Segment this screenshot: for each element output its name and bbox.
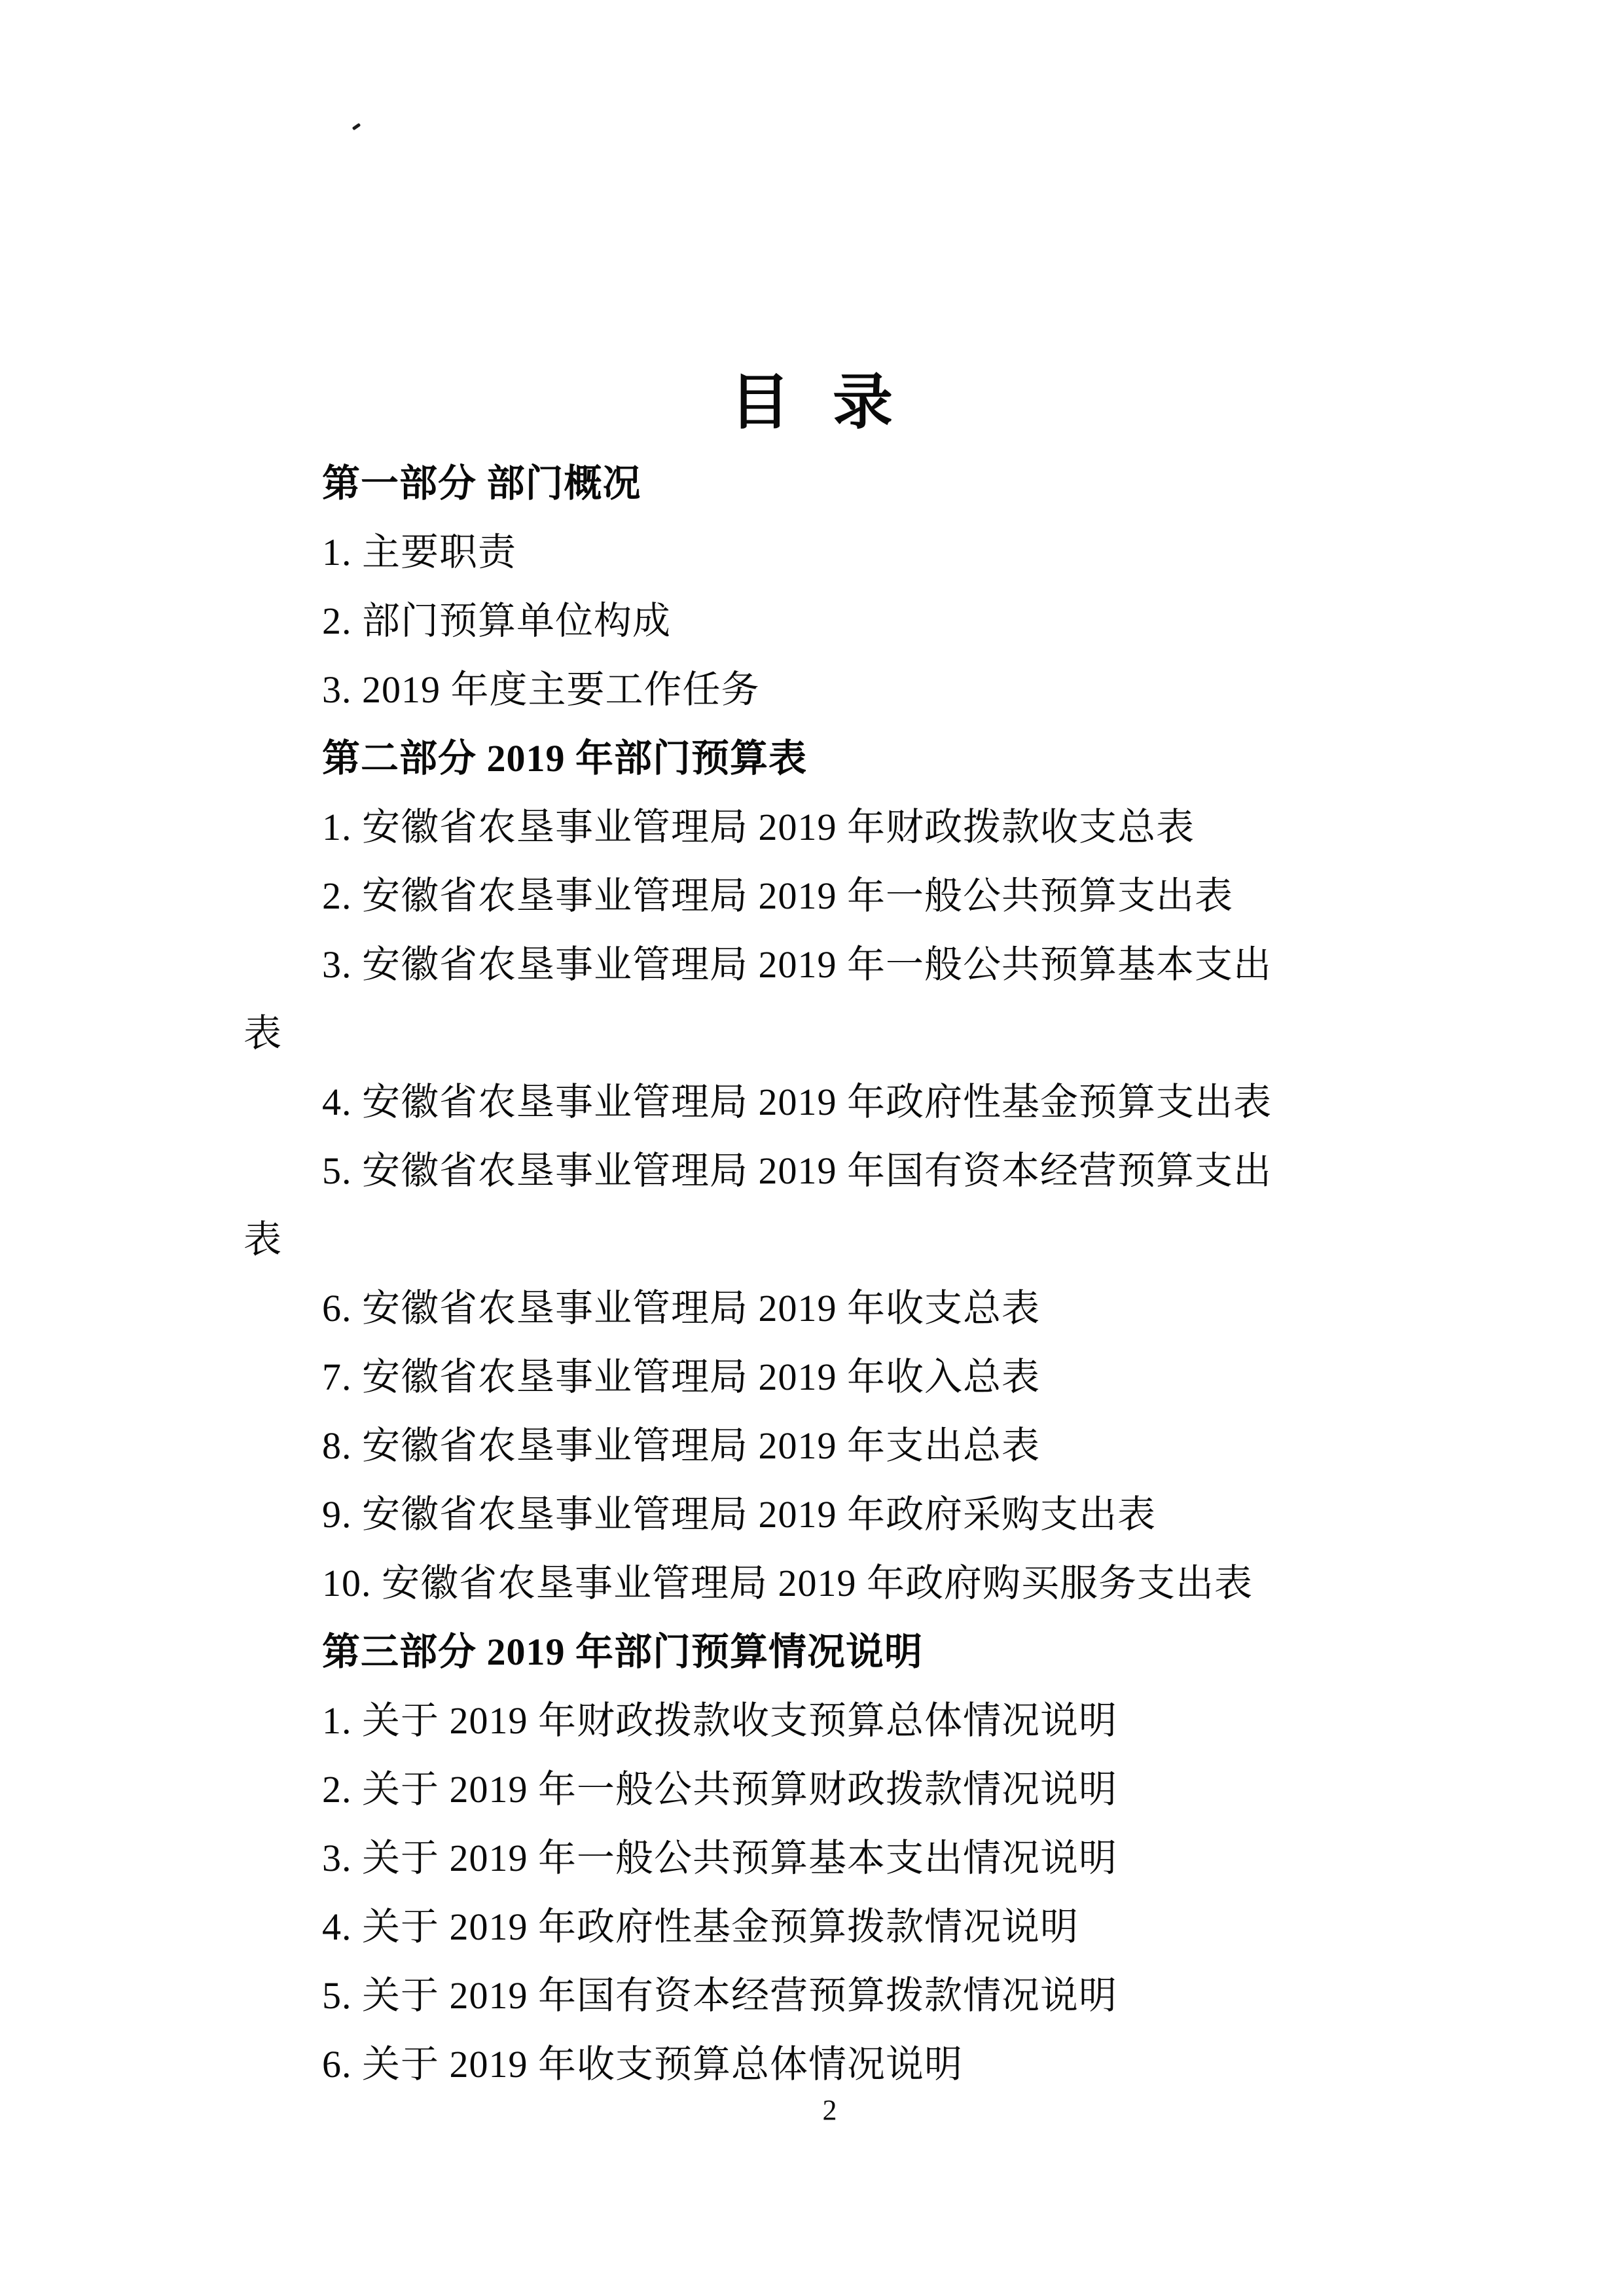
toc-line: 第一部分 部门概况 bbox=[322, 462, 641, 505]
toc-line: 3. 安徽省农垦事业管理局 2019 年一般公共预算基本支出 bbox=[322, 943, 1272, 986]
toc-line: 第三部分 2019 年部门预算情况说明 bbox=[322, 1631, 924, 1673]
toc-line: 表 bbox=[244, 1012, 283, 1055]
page-title: 目 录 bbox=[729, 369, 894, 436]
toc-line: 6. 关于 2019 年收支预算总体情况说明 bbox=[322, 2043, 964, 2086]
toc-line: 3. 2019 年度主要工作任务 bbox=[322, 668, 760, 711]
page-number: 2 bbox=[822, 2094, 837, 2126]
toc-line: 7. 安徽省农垦事业管理局 2019 年收入总表 bbox=[322, 1356, 1041, 1398]
toc-line: 表 bbox=[244, 1218, 283, 1261]
toc-line: 6. 安徽省农垦事业管理局 2019 年收支总表 bbox=[322, 1287, 1041, 1329]
toc-line: 9. 安徽省农垦事业管理局 2019 年政府采购支出表 bbox=[322, 1493, 1157, 1536]
toc-line: 3. 关于 2019 年一般公共预算基本支出情况说明 bbox=[322, 1837, 1118, 1879]
scan-artifact-dot bbox=[352, 123, 361, 131]
toc-line: 2. 部门预算单位构成 bbox=[322, 600, 672, 642]
toc-line: 2. 关于 2019 年一般公共预算财政拨款情况说明 bbox=[322, 1768, 1118, 1811]
toc-line: 5. 关于 2019 年国有资本经营预算拨款情况说明 bbox=[322, 1974, 1118, 2017]
toc-line: 2. 安徽省农垦事业管理局 2019 年一般公共预算支出表 bbox=[322, 875, 1234, 917]
toc-line: 10. 安徽省农垦事业管理局 2019 年政府购买服务支出表 bbox=[322, 1562, 1254, 1604]
toc-list bbox=[244, 449, 1396, 2099]
toc-line: 1. 主要职责 bbox=[322, 531, 517, 573]
toc-line: 5. 安徽省农垦事业管理局 2019 年国有资本经营预算支出 bbox=[322, 1149, 1272, 1192]
toc-line: 1. 关于 2019 年财政拨款收支预算总体情况说明 bbox=[322, 1699, 1118, 1742]
toc-line: 8. 安徽省农垦事业管理局 2019 年支出总表 bbox=[322, 1424, 1041, 1467]
toc-line: 第二部分 2019 年部门预算表 bbox=[322, 737, 808, 780]
toc-line: 4. 关于 2019 年政府性基金预算拨款情况说明 bbox=[322, 1906, 1079, 1948]
toc-line: 4. 安徽省农垦事业管理局 2019 年政府性基金预算支出表 bbox=[322, 1081, 1272, 1123]
toc-line: 1. 安徽省农垦事业管理局 2019 年财政拨款收支总表 bbox=[322, 806, 1195, 848]
